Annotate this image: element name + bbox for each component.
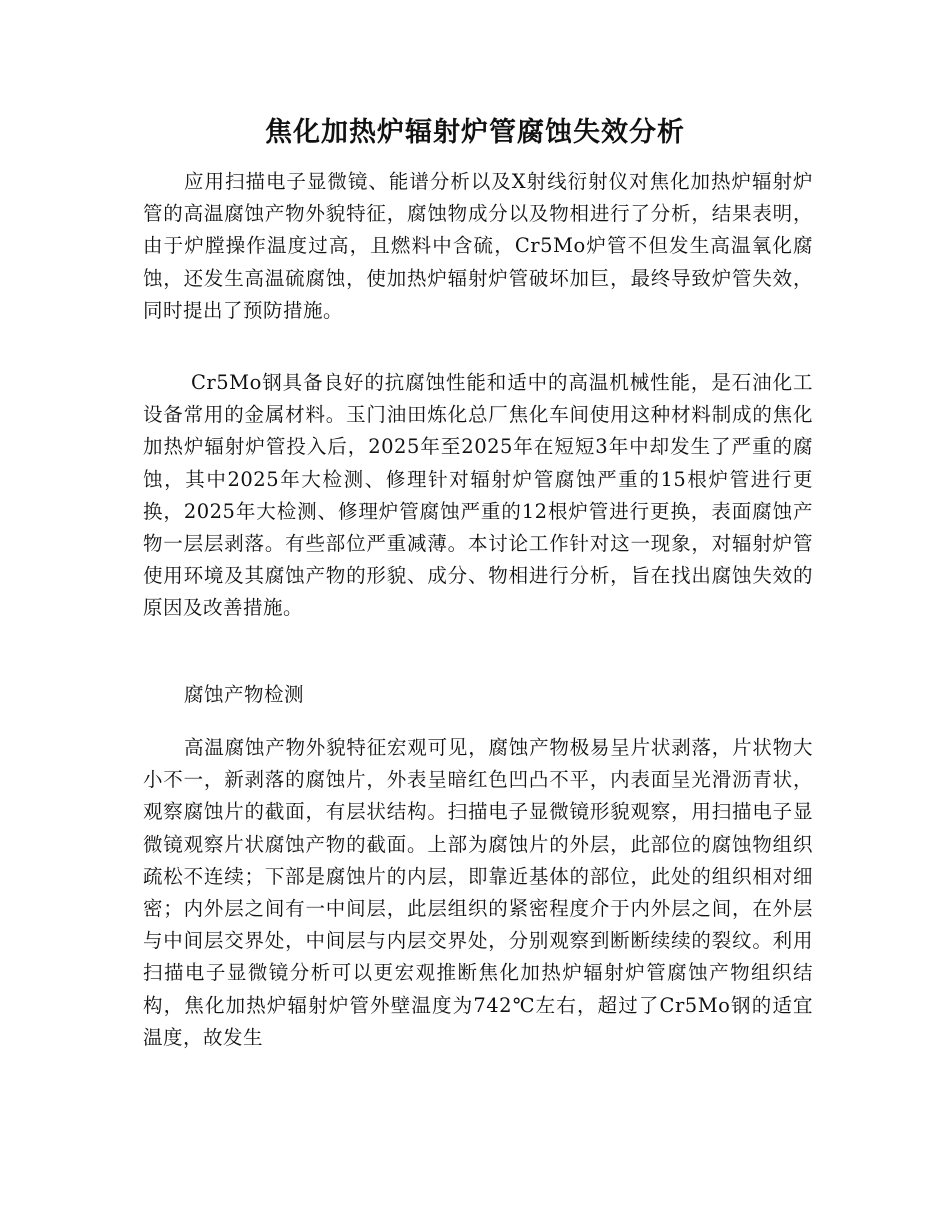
document-title: 焦化加热炉辐射炉管腐蚀失效分析 xyxy=(265,117,685,148)
paragraph-abstract: 应用扫描电子显微镜、能谱分析以及X射线衍射仪对焦化加热炉辐射炉管的高温腐蚀产物外貌特征，腐蚀物成分以及物相进行了分析，结果表明，由于炉膛操作温度过高，且燃料中含硫，Cr5Mo炉管不但发生高温氧化腐蚀，还发生高温硫腐蚀，使加热炉辐射炉管破坏加巨，最终导致炉管失效，同时提出了预防措施。 xyxy=(143,170,813,322)
paragraph-introduction: Cr5Mo钢具备良好的抗腐蚀性能和适中的高温机械性能，是石油化工设备常用的金属材料。玉门油田炼化总厂焦化车间使用这种材料制成的焦化加热炉辐射炉管投入后，2025年至2025年在短短3年中却发生了严重的腐蚀，其中2025年大检测、修理针对辐射炉管腐蚀严重的15根炉管进行更换，2025年大检测、修理炉管腐蚀严重的12根炉管进行更换，表面腐蚀产物一层层剥落。有些部位严重减薄。本讨论工作针对这一现象，对辐射炉管使用环境及其腐蚀产物的形貌、成分、物相进行分析，旨在找出腐蚀失效的原因及改善措施。 xyxy=(143,371,813,620)
paragraph-corrosion-detection: 高温腐蚀产物外貌特征宏观可见，腐蚀产物极易呈片状剥落，片状物大小不一，新剥落的腐蚀片，外表呈暗红色凹凸不平，内表面呈光滑沥青状，观察腐蚀片的截面，有层状结构。扫描电子显微镜形貌观察，用扫描电子显微镜观察片状腐蚀产物的截面。上部为腐蚀片的外层，此部位的腐蚀物组织疏松不连续；下部是腐蚀片的内层，即靠近基体的部位，此处的组织相对细密；内外层之间有一中间层，此层组织的紧密程度介于内外层之间，在外层与中间层交界处，中间层与内层交界处，分别观察到断断续续的裂纹。利用扫描电子显微镜分析可以更宏观推断焦化加热炉辐射炉管腐蚀产物组织结构，焦化加热炉辐射炉管外壁温度为742℃左右，超过了Cr5Mo钢的适宜温度，故发生 xyxy=(143,736,813,1049)
section-heading: 腐蚀产物检测 xyxy=(184,683,305,706)
